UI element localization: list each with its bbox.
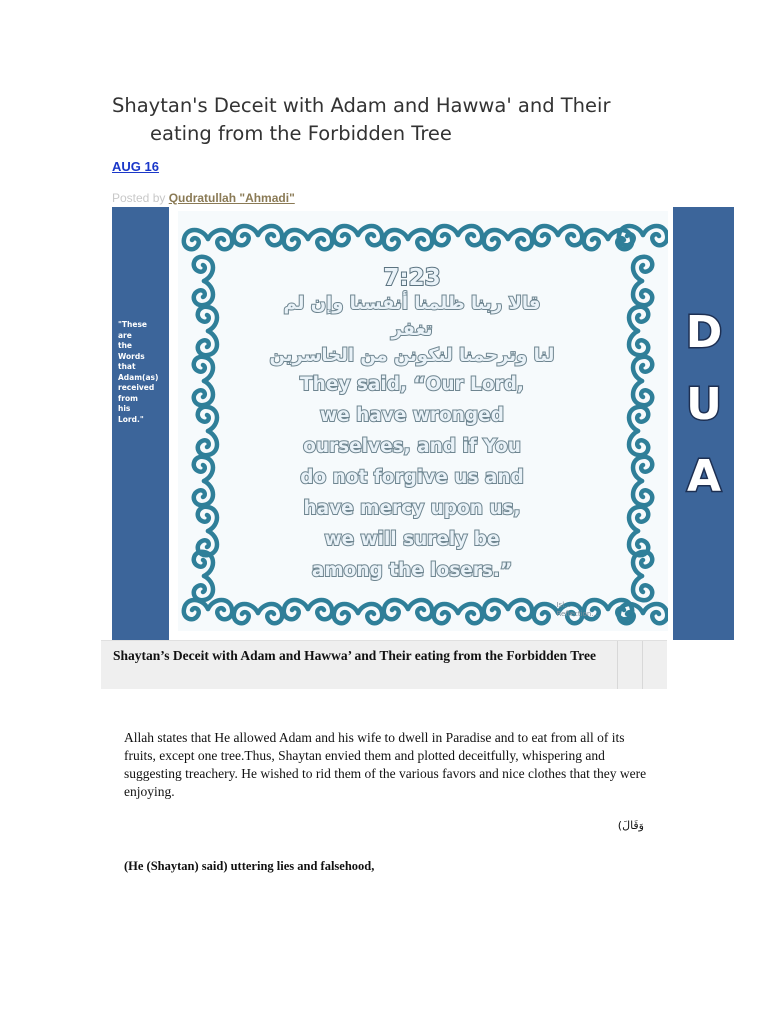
watermark-line-2: Reflection... [556,610,598,618]
arabic-verse-line-1: قالا ربنا ظلمنا أنفسنا وإن لم تغفر [283,293,541,340]
english-verse-line: ourselves, and if You [303,436,521,457]
english-verse-line: among the losers.” [311,560,513,581]
left-blue-panel [112,207,169,640]
caption-cell [642,641,667,689]
author-link[interactable]: Qudratullah "Ahmadi" [168,191,295,205]
caption-text: Shaytan’s Deceit with Adam and Hawwa’ and Their eating from the Forbidden Tree [113,648,597,663]
bold-statement: (He (Shaytan) said) uttering lies and falsehood, [124,859,375,873]
image-caption [101,640,667,689]
post-date-link[interactable]: AUG 16 [112,159,159,174]
english-verse-line: They said, “Our Lord, [300,374,524,395]
article-title [112,92,672,148]
dua-letter-d: D [685,307,723,358]
english-verse-line: do not forgive us and [300,467,524,488]
verse-card [262,265,598,618]
english-verse-line: have mercy upon us, [303,498,521,519]
title-line-1: Shaytan's Deceit with Adam and Hawwa' and Their [112,94,611,117]
watermark [556,601,598,619]
right-blue-panel [673,207,734,640]
verse-reference: 7:23 [383,265,441,291]
english-verse-line: we will surely be [324,529,500,550]
posted-by-label: Posted by [112,191,169,205]
arabic-snippet: (وَقَالَ [617,819,644,832]
english-verse-line: we have wronged [320,405,504,426]
watermark-line-1: Isl... [556,601,571,609]
dua-image [112,207,734,640]
byline [112,191,295,205]
dua-letter-a: A [686,451,722,502]
body-paragraph: Allah states that He allowed Adam and his wife to dwell in Paradise and to eat from all of its fruits, except one tree.Thus, Shaytan envied them and plotted deceitfully, whispering and suggesting treachery. He wished to rid them of the various favors and nice clothes that they were enjoying. [124,730,647,799]
caption-cell [617,641,642,689]
title-line-2: eating from the Forbidden Tree [150,122,452,145]
dua-letter-u: U [686,379,722,430]
arabic-verse-line-2: لنا وترحمنا لنكونن من الخاسرين [269,345,555,366]
side-quote: "These are the Words that Adam(as) received from his Lord." [118,320,159,424]
